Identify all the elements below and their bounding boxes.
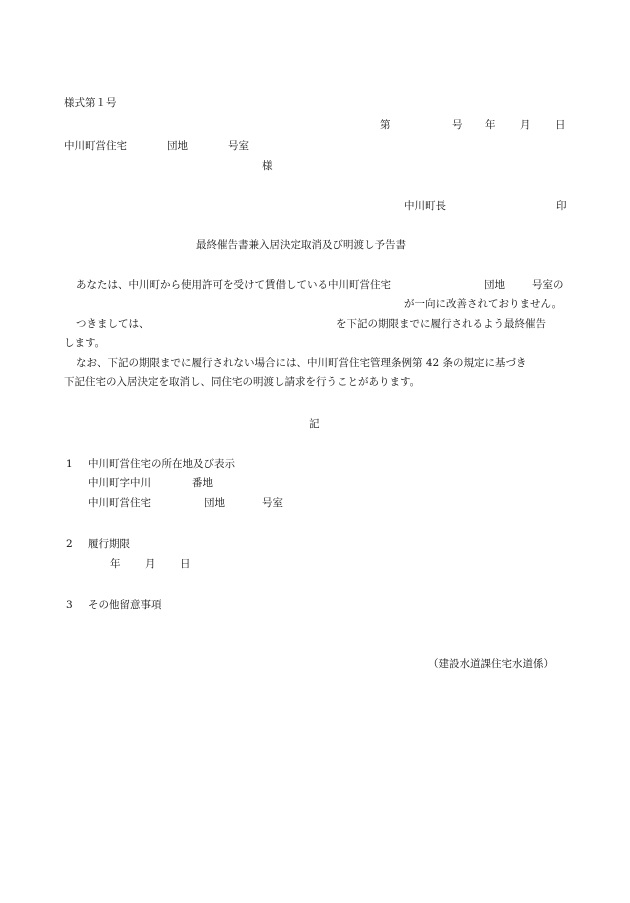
item1-gousitsu: 号室 bbox=[262, 497, 283, 509]
ki-heading: 記 bbox=[309, 418, 320, 430]
date-month: 月 bbox=[520, 119, 531, 131]
item1-housing: 中川町営住宅 bbox=[88, 497, 151, 509]
document-title: 最終催告書兼入居決定取消及び明渡し予告書 bbox=[196, 239, 406, 251]
footer-department: （建設水道課住宅水道係） bbox=[428, 658, 554, 670]
recipient-gousitsu: 号室 bbox=[228, 140, 249, 152]
doc-number-go: 号 bbox=[452, 119, 463, 131]
body-p2-line2: します。 bbox=[64, 337, 106, 349]
body-p1-line2: が一向に改善されておりません。 bbox=[404, 298, 563, 310]
item1-address: 中川町字中川 bbox=[88, 477, 151, 489]
sender-seal: 印 bbox=[556, 200, 567, 212]
item2-day: 日 bbox=[180, 558, 191, 570]
body-p2-line1a: つきましては、 bbox=[76, 318, 150, 330]
form-number: 様式第１号 bbox=[64, 97, 117, 109]
recipient-housing: 中川町営住宅 bbox=[64, 140, 127, 152]
doc-number-dai: 第 bbox=[380, 119, 391, 131]
body-p2-line1b: を下記の期限までに履行されるよう最終催告 bbox=[336, 318, 546, 330]
body-p3-line2: 下記住宅の入居決定を取消し、同住宅の明渡し請求を行うことがあります。 bbox=[64, 376, 421, 388]
item1-banchi: 番地 bbox=[192, 477, 213, 489]
date-day: 日 bbox=[555, 119, 566, 131]
body-p1-danchi: 団地 bbox=[484, 279, 505, 291]
sender-title: 中川町長 bbox=[404, 200, 446, 212]
recipient-danchi: 団地 bbox=[167, 140, 188, 152]
body-p1-line1: あなたは、中川町から使用許可を受けて賃借している中川町営住宅 bbox=[76, 279, 391, 291]
body-p1-gousitsu: 号室の bbox=[532, 279, 564, 291]
item1-danchi: 団地 bbox=[204, 497, 225, 509]
item1-number: 1 bbox=[66, 458, 73, 470]
item1-title: 中川町営住宅の所在地及び表示 bbox=[88, 458, 235, 470]
date-year: 年 bbox=[485, 119, 496, 131]
item3-title: その他留意事項 bbox=[88, 599, 162, 611]
recipient-sama: 様 bbox=[262, 160, 273, 172]
item2-number: 2 bbox=[66, 538, 73, 550]
item2-year: 年 bbox=[110, 558, 121, 570]
item2-title: 履行期限 bbox=[88, 538, 130, 550]
item3-number: 3 bbox=[66, 599, 73, 611]
item2-month: 月 bbox=[145, 558, 156, 570]
body-p3-line1: なお、下記の期限までに履行されない場合には、中川町営住宅管理条例第 42 条の規定に基づき bbox=[76, 357, 527, 369]
